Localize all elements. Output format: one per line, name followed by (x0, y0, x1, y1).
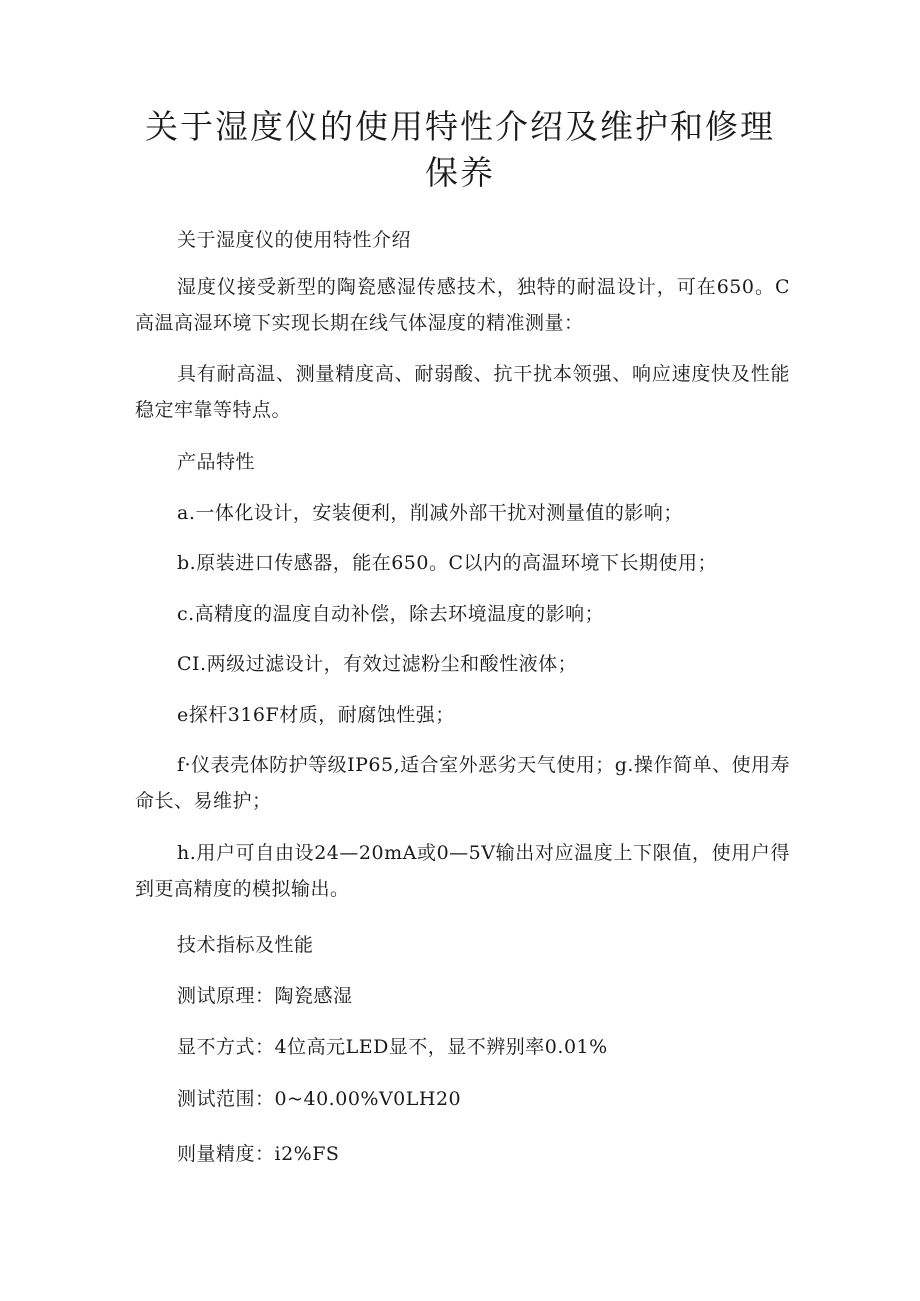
feature-item-d: CI.两级过滤设计，有效过滤粉尘和酸性液体； (177, 653, 578, 675)
feature-item-c: c.高精度的温度自动补偿，除去环境温度的影响； (177, 603, 605, 625)
spec-display-mode: 显不方式：4位高元LED显不，显不辨别率0.01% (177, 1036, 608, 1058)
feature-item-a: a.一体化设计，安装便利，削减外部干扰对测量值的影响； (177, 502, 683, 524)
spec-test-principle: 测试原理：陶瓷感湿 (177, 985, 353, 1007)
section-heading-intro: 关于湿度仪的使用特性介绍 (177, 229, 412, 251)
section-heading-specs: 技术指标及性能 (177, 934, 314, 956)
paragraph-features-summary: 具有耐高温、测量精度高、耐弱酸、抗干扰本领强、响应速度快及性能稳定牢靠等特点。 (135, 363, 790, 421)
document-title: 关于湿度仪的使用特性介绍及维护和修理保养 (145, 107, 775, 192)
paragraph-sensor-tech: 湿度仪接受新型的陶瓷感湿传感技术，独特的耐温设计，可在650。C高温高湿环境下实现长期在线气体湿度的精准测量： (135, 276, 790, 334)
section-heading-product-features: 产品特性 (177, 451, 256, 473)
feature-item-e: e探杆316F材质，耐腐蚀性强； (177, 704, 455, 726)
spec-test-range: 测试范围：0~40.00%V0LH20 (177, 1088, 462, 1110)
spec-accuracy: 则量精度：i2%FS (177, 1143, 340, 1165)
feature-item-h: h.用户可自由设24—20mA或0—5V输出对应温度上下限值，使用户得到更高精度的模拟输出。 (135, 842, 790, 900)
feature-item-f-g: f·仪表壳体防护等级IP65,适合室外恶劣天气使用；g.操作简单、使用寿命长、易维护； (135, 754, 790, 812)
feature-item-b: b.原装进口传感器，能在650。C以内的高温环境下长期使用； (177, 552, 718, 574)
